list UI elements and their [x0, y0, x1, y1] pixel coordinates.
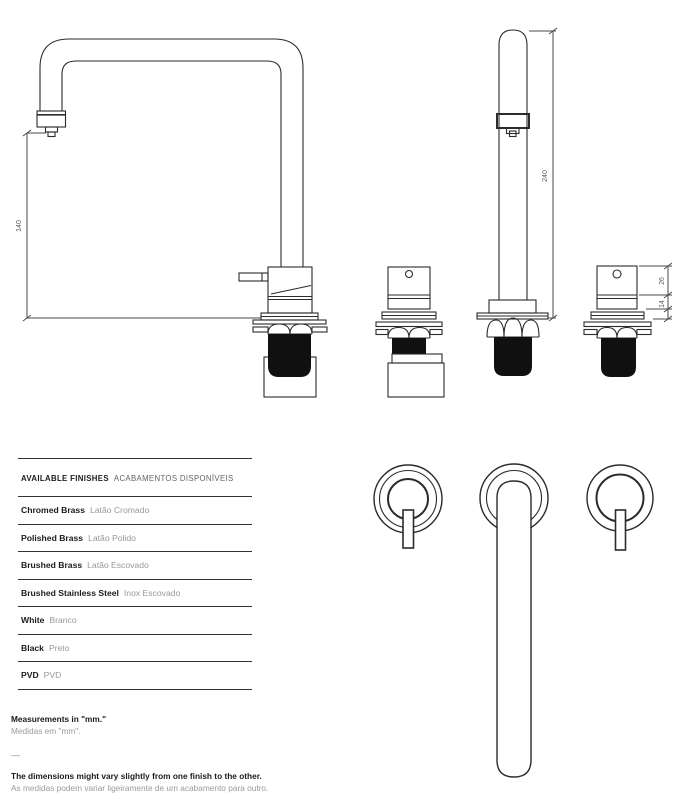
note-tolerance-en: The dimensions might vary slightly from one finish to the other. [11, 771, 262, 781]
finish-row-chromed-brass [18, 497, 252, 525]
finish-name-en: Chromed Brass [21, 505, 85, 516]
notes-separator-dash: — [11, 750, 20, 760]
note-measurements-pt: Medidas em "mm". [11, 725, 81, 736]
finish-name-en: Brushed Brass [21, 560, 83, 571]
dimension-label-14: 14 [659, 300, 666, 308]
finishes-table-header [18, 459, 252, 497]
finish-name-en: Polished Brass [21, 532, 84, 543]
finish-row-polished-brass [18, 525, 252, 553]
finishes-header-pt: ACABAMENTOS DISPONÍVEIS [113, 474, 234, 483]
handle-top-view-left [374, 465, 442, 548]
faucet-side-view-drawing [23, 39, 327, 397]
spout-front-view-drawing [477, 28, 557, 376]
finishes-header-en: AVAILABLE FINISHES [21, 474, 109, 483]
finish-row-pvd [18, 662, 252, 690]
finish-name-pt: PVD [43, 670, 62, 681]
handle-top-view-right [587, 465, 653, 550]
finish-name-en: Black [21, 642, 44, 653]
note-tolerance-pt: As medidas podem variar ligeiramente de um acabamento para outro. [11, 782, 269, 793]
finishes-table [18, 458, 252, 690]
finish-name-pt: Branco [49, 615, 77, 626]
finish-row-brushed-brass [18, 552, 252, 580]
finish-row-brushed-stainless-steel [18, 580, 252, 608]
finish-name-pt: Preto [48, 642, 70, 653]
finish-row-white [18, 607, 252, 635]
finish-name-en: Brushed Stainless Steel [21, 587, 119, 598]
dimension-label-140: 140 [16, 220, 23, 232]
finish-name-en: White [21, 615, 45, 626]
notes-block [11, 714, 268, 794]
finish-name-pt: Latão Cromado [90, 505, 150, 516]
note-measurements-en: Measurements in "mm." [11, 714, 107, 724]
top-views-drawing [374, 464, 653, 777]
dimension-label-26: 26 [659, 277, 666, 285]
dimension-label-240: 240 [542, 170, 549, 182]
finish-name-pt: Inox Escovado [123, 587, 181, 598]
spout-top-view [480, 464, 548, 777]
valve-front-view-drawing [376, 267, 444, 397]
dimension-lines-140 [23, 130, 261, 321]
finish-name-pt: Latão Polido [88, 532, 136, 543]
finish-row-black [18, 635, 252, 663]
finish-name-pt: Latão Escovado [87, 560, 149, 571]
finish-name-en: PVD [21, 670, 39, 681]
